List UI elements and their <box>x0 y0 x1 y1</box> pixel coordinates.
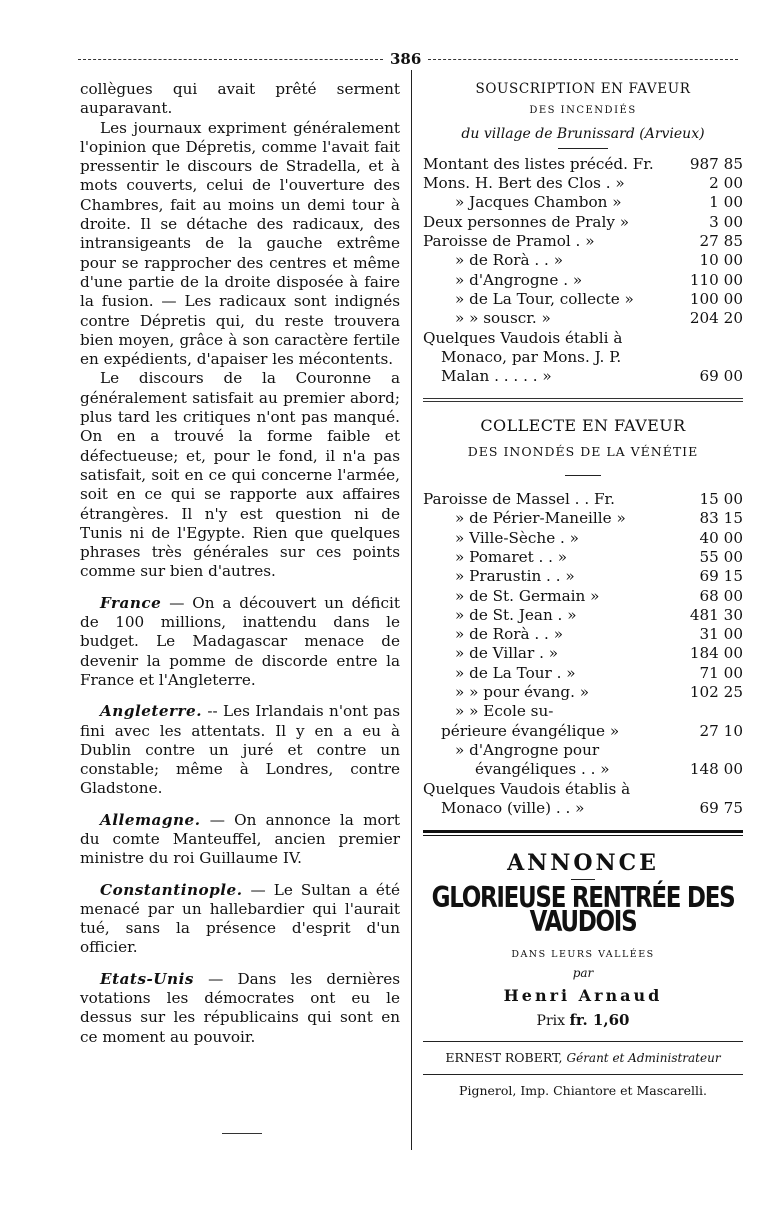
column-divider <box>411 70 412 1150</box>
announcement-headline: GLORIEUSE RENTRÉE DES VAUDOIS <box>431 882 735 940</box>
ornament-divider <box>558 148 608 149</box>
section-divider <box>423 398 743 402</box>
news-item-constantinople <box>80 881 400 958</box>
subscription-list <box>423 155 743 387</box>
list-item: » de Rorà . . » 10 00 <box>455 251 743 270</box>
news-text: — Dans les dernières votations les démocrates ont eu le dessus sur les républicains qui sont en ce moment au pouvoir. <box>80 969 400 1046</box>
subscription-subtitle: DES INCENDIÉS <box>529 105 637 117</box>
news-country: Angleterre. <box>100 702 203 721</box>
collecte-list <box>423 490 743 818</box>
left-column <box>80 80 400 1047</box>
paragraph-2: Les journaux expriment généralement l'opinion que Dépretis, comme l'avait fait pressentir le discours de Stradella, et à mots couverts, celui de l'ouverture des Chambres, fait au moins un demi tour à droite. Il se détache des radicaux, des intransigeants de la gauche extrême pour se rapprocher des centres et même d'une partie de la droite disposée à faire la fusion. — Les radicaux sont indignés contre Dépretis qui, du reste trouvera bien moyen, grâce à son caractère fertile en expédients, d'apaiser les mécontents. <box>80 118 400 369</box>
list-item: » d'Angrogne pour <box>455 740 600 759</box>
list-item: Quelques Vaudois établi à <box>423 328 623 347</box>
list-item: » de St. Germain » 68 00 <box>455 586 743 605</box>
news-item-france <box>80 594 400 690</box>
page-header <box>78 52 738 66</box>
news-item-etats-unis <box>80 970 400 1047</box>
list-item: Montant des listes précéd. Fr. 987 85 <box>423 154 743 173</box>
list-item: Paroisse de Massel . . Fr. 15 00 <box>423 490 743 509</box>
footer-editor <box>423 1048 743 1068</box>
announcement-title: ANNONCE <box>507 850 659 877</box>
ornament-divider <box>565 475 601 476</box>
list-item: » » souscr. » 204 20 <box>455 309 743 328</box>
list-item: » Jacques Chambon » 1 00 <box>455 193 743 212</box>
list-item: périeure évangélique » 27 10 <box>441 721 743 740</box>
news-text: — On annonce la mort du comte Manteuffel, ancien premier ministre du roi Guillaume IV. <box>80 810 400 868</box>
list-item: Monaco (ville) . . » 69 75 <box>441 798 743 817</box>
news-country: Constantinople. <box>100 880 243 899</box>
footer-printer: Pignerol, Imp. Chiantore et Mascarelli. <box>459 1083 707 1099</box>
announcement-author: Henri Arnaud <box>503 985 663 1005</box>
list-item: évangéliques . . » 148 00 <box>475 760 743 779</box>
list-item: » de Rorà . . » 31 00 <box>455 625 743 644</box>
news-text: — On a découvert un déficit de 100 millions, inattendu dans le budget. Le Madagascar menace de devenir la pomme de discorde entre la France et l'Angleterre. <box>80 593 400 689</box>
list-item: » Pomaret . . » 55 00 <box>455 547 743 566</box>
news-text: -- Les Irlandais n'ont pas fini avec les attentats. Il y en a eu à Dublin contre un juré et contre un constable; même à Londres, contre Gladstone. <box>80 702 400 798</box>
list-item: » de La Tour . » 71 00 <box>455 663 743 682</box>
list-item: » d'Angrogne . » 110 00 <box>455 270 743 289</box>
news-item-angleterre <box>80 702 400 798</box>
editor-name: ERNEST ROBERT, <box>445 1050 563 1066</box>
collecte-title: COLLECTE EN FAVEUR <box>480 416 686 436</box>
collecte-subtitle: DES INONDÉS DE LA VÉNÉTIE <box>467 443 699 459</box>
price-value: fr. 1,60 <box>569 1010 630 1029</box>
announcement-par: par <box>572 966 594 981</box>
announcement-price <box>423 1011 743 1031</box>
editor-role: Gérant et Administrateur <box>566 1051 721 1066</box>
list-item: Monaco, par Mons. J. P. <box>441 347 622 366</box>
end-ornament <box>222 1133 262 1134</box>
list-item: » de St. Jean . » 481 30 <box>455 605 743 624</box>
list-item: » de La Tour, collecte » 100 00 <box>455 289 743 308</box>
list-item: » de Villar . » 184 00 <box>455 644 743 663</box>
footer-rule <box>423 1041 743 1042</box>
news-country: Allemagne. <box>100 810 201 829</box>
list-item: » Prarustin . . » 69 15 <box>455 567 743 586</box>
list-item: Deux personnes de Praly » 3 00 <box>423 212 743 231</box>
header-rule-right <box>428 59 738 60</box>
list-item: Malan . . . . . » 69 00 <box>441 367 743 386</box>
footer-rule <box>423 1074 743 1075</box>
news-text: — Le Sultan a été menacé par un hallebardier qui l'aurait tué, sans la présence d'esprit d'un officier. <box>80 880 400 957</box>
right-column <box>423 80 743 1101</box>
list-item: » Ville-Sèche . » 40 00 <box>455 528 743 547</box>
page-number: 386 <box>390 50 422 68</box>
subscription-title: SOUSCRIPTION EN FAVEUR <box>475 81 691 97</box>
list-item: Mons. H. Bert des Clos . » 2 00 <box>423 174 743 193</box>
list-item: » » Ecole su- <box>455 702 554 721</box>
list-item: » » pour évang. » 102 25 <box>455 683 743 702</box>
news-country: Etats-Unis <box>100 969 194 988</box>
ornament-divider <box>571 879 595 880</box>
subscription-place: du village de Brunissard (Arvieux) <box>461 125 705 142</box>
list-item: » de Périer-Maneille » 83 15 <box>455 509 743 528</box>
section-divider <box>423 830 743 836</box>
header-rule-left <box>78 59 383 60</box>
paragraph-3: Le discours de la Couronne a généralement satisfait au premier abord; plus tard les critiques n'ont pas manqué. On en a trouvé la forme faible et défectueuse; et, pour le fond, il n'a pas satisfait, soit en ce qui concerne l'armée, soit en ce qui se rapporte aux affaires étrangères. Il n'y est question ni de Tunis ni de l'Egypte. Rien que quelques phrases très générales sur ces points comme sur bien d'autres. <box>80 369 400 581</box>
news-country: France <box>100 593 162 612</box>
price-label: Prix <box>536 1012 566 1029</box>
news-item-allemagne <box>80 811 400 869</box>
list-item: Paroisse de Pramol . » 27 85 <box>423 232 743 251</box>
announcement-subline: DANS LEURS VALLÉES <box>511 948 655 960</box>
list-item: Quelques Vaudois établis à <box>423 779 631 798</box>
paragraph-1: collègues qui avait prêté serment auparavant. <box>80 80 400 118</box>
